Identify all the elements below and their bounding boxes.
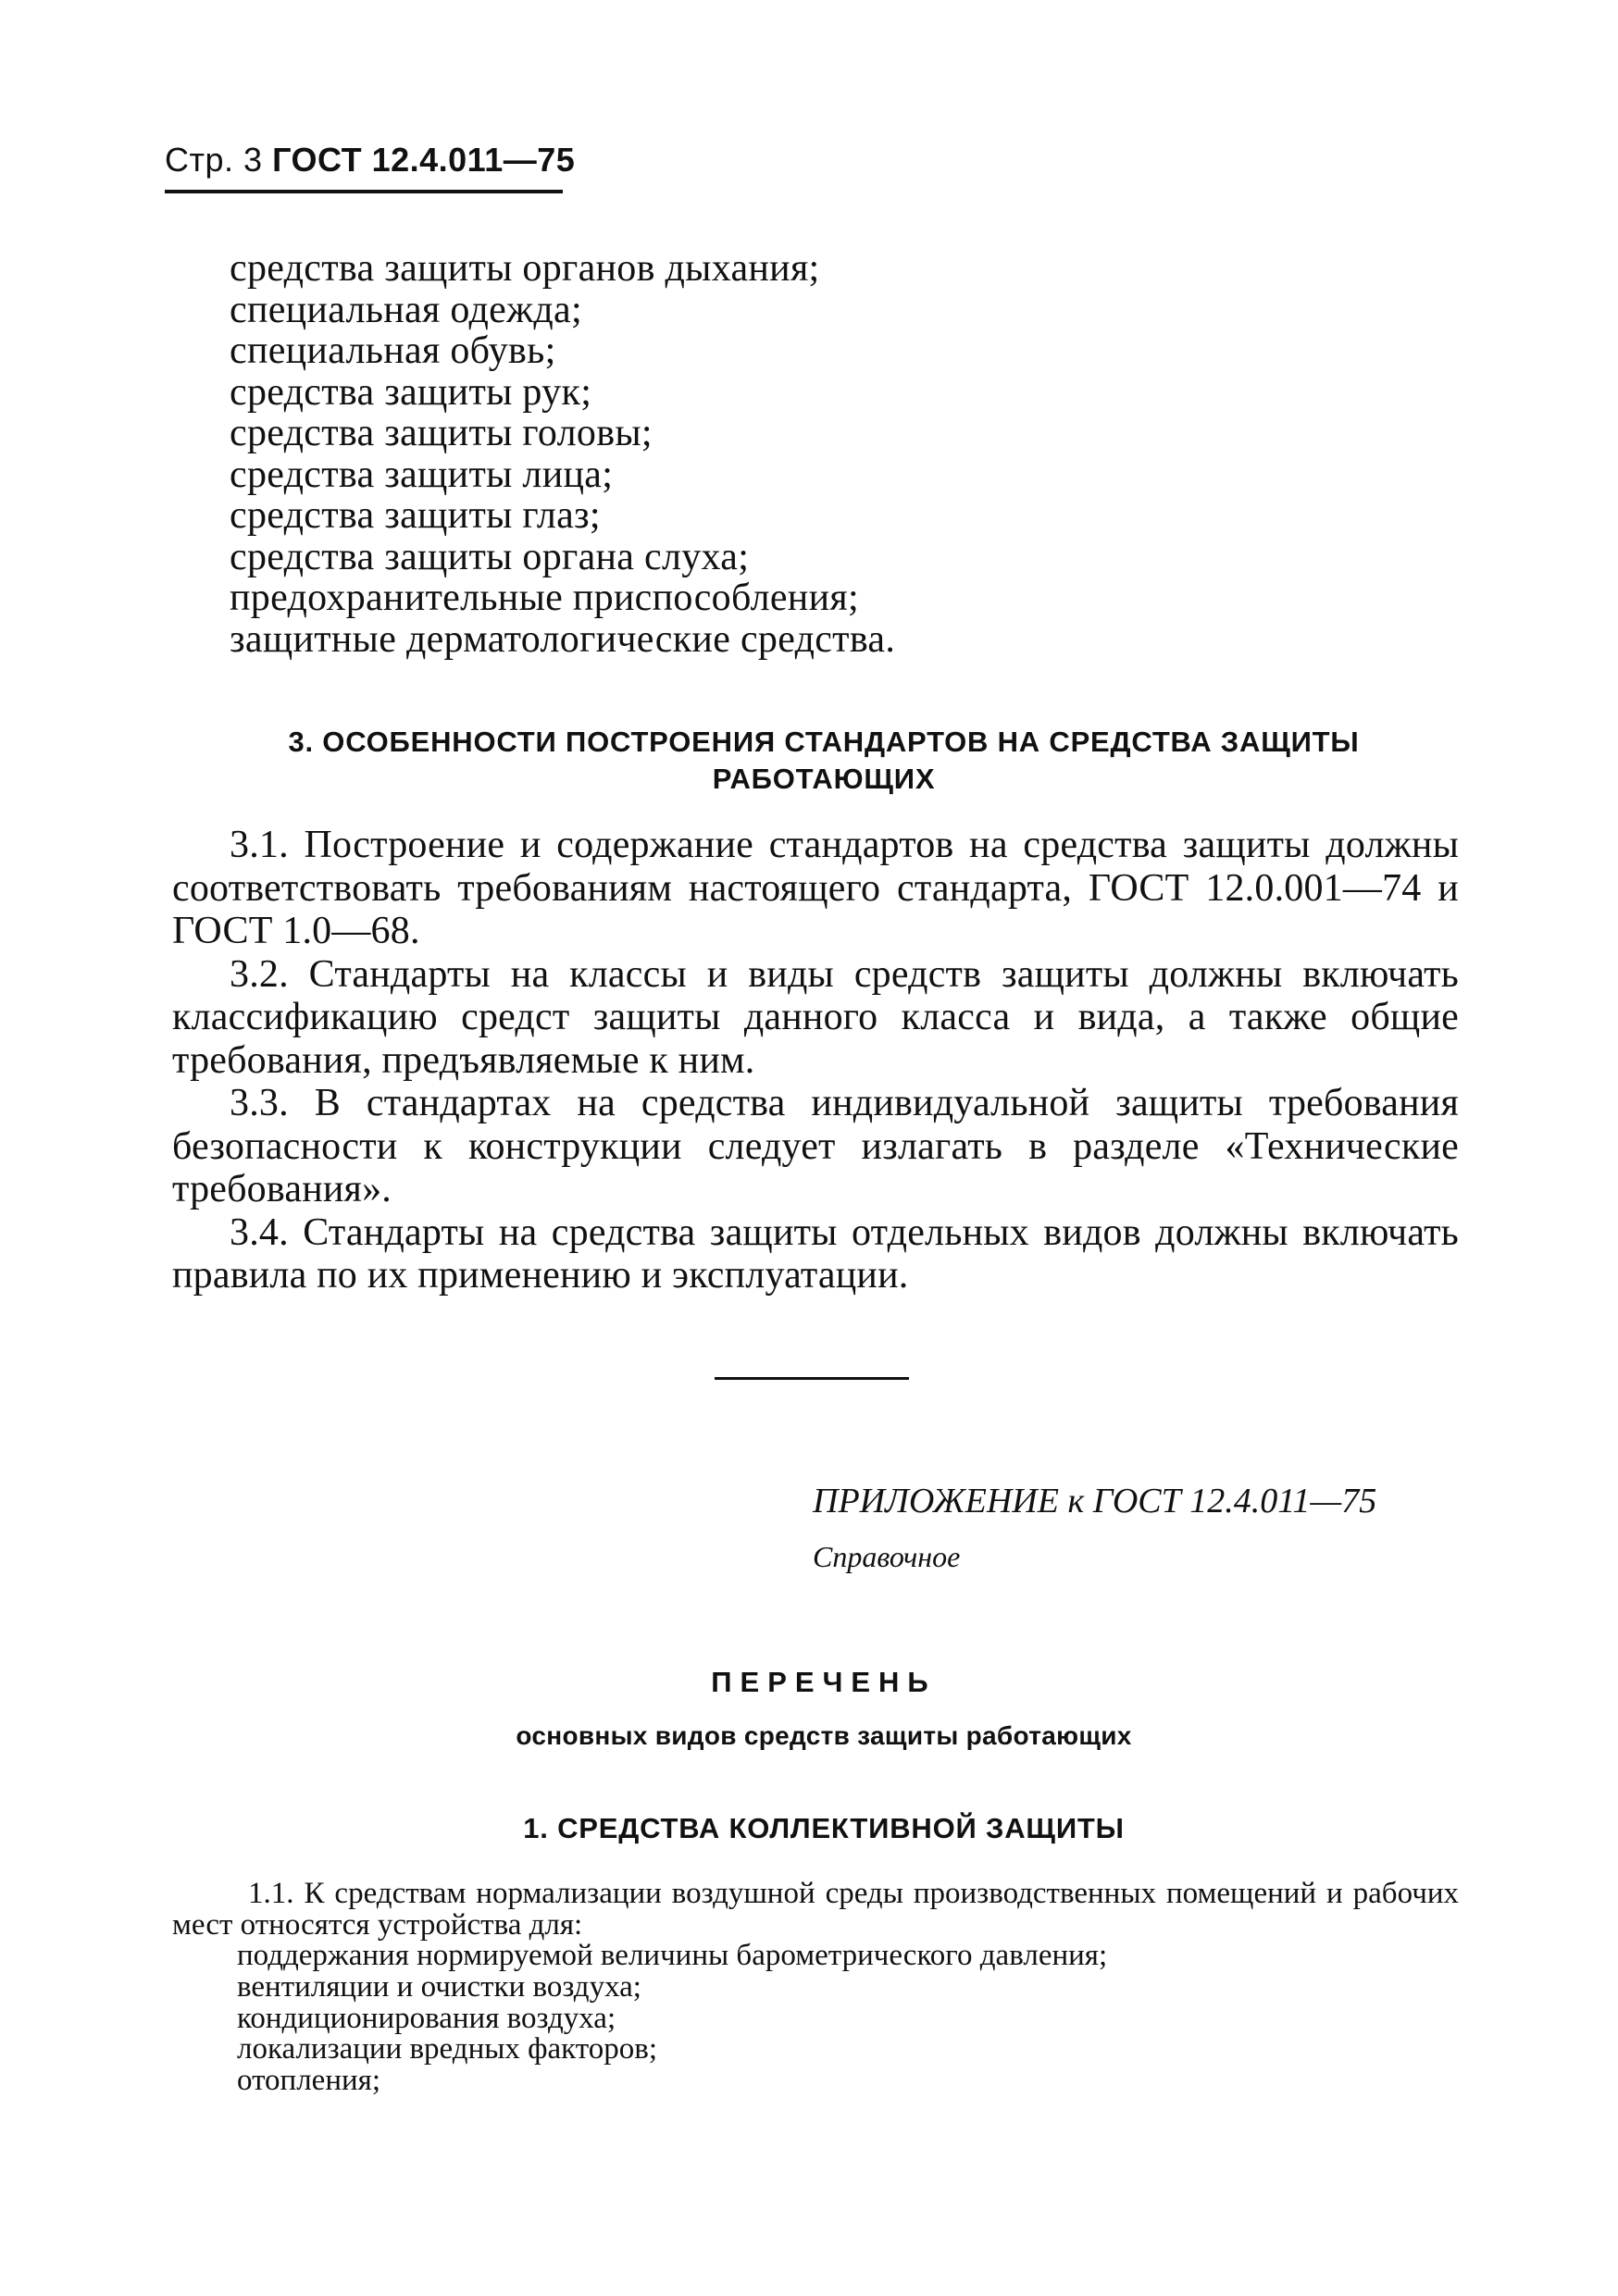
page-number-label: Стр. 3 [165,141,263,179]
list-item: средства защиты рук; [230,370,592,414]
list-item: защитные дерматологические средства. [230,617,896,661]
section-1-heading-text: 1. СРЕДСТВА КОЛЛЕКТИВНОЙ ЗАЩИТЫ [523,1812,1125,1844]
list-item: локализации вредных факторов; [237,2032,658,2066]
clause-3-4: 3.4. Стандарты на средства защиты отдельных видов должны включать правила по их применению и эксплуатации. [172,1210,1459,1297]
list-item: специальная обувь; [230,329,556,372]
clause-1-1-block [172,1879,1459,1941]
section-3-heading-line-2: РАБОТАЮЩИХ [712,763,936,795]
standard-number: ГОСТ 12.4.011—75 [272,141,576,179]
list-item: специальная одежда; [230,288,582,331]
page-header [165,141,576,180]
list-item: отопления; [237,2064,380,2098]
header-underline [165,190,563,193]
list-item: кондиционирования воздуха; [237,2001,616,2035]
list-item: средства защиты органов дыхания; [230,247,820,290]
section-3-heading [185,724,1462,798]
clause-1-1: 1.1. К средствам нормализации воздушной среды производственных помещений и рабочих мест относятся устройства для: [172,1877,1459,1942]
section-1-heading [185,1810,1462,1847]
section-3-clauses [172,824,1459,1297]
list-item: предохранительные приспособления; [230,577,859,619]
clause-3-3: 3.3. В стандартах на средства индивидуальной защиты требования безопасности к конструкции следует излагать в разделе «Технические требования». [172,1082,1459,1210]
protection-means-list [230,248,895,660]
list-item: средства защиты головы; [230,412,653,454]
list-item: средства защиты органа слуха; [230,535,750,578]
appendix-title: ПРИЛОЖЕНИЕ к ГОСТ 12.4.011—75 [813,1482,1377,1520]
clause-3-2: 3.2. Стандарты на классы и виды средств защиты должны включать классификацию средст защиты данного класса и вида, а также общие требования, предъявляемые к ним. [172,952,1459,1082]
list-item: средства защиты глаз; [230,494,601,537]
section-divider [715,1377,909,1380]
appendix-note: Справочное [813,1540,961,1573]
list-item: поддержания нормируемой величины барометрического давления; [237,1939,1108,1972]
list-item: вентиляции и очистки воздуха; [237,1969,641,2004]
list-item: средства защиты лица; [230,453,614,496]
list-subtitle: основных видов средств защиты работающих [516,1721,1132,1750]
air-normalization-list [237,1941,1107,2097]
section-3-heading-line-1: 3. ОСОБЕННОСТИ ПОСТРОЕНИЯ СТАНДАРТОВ НА СРЕДСТВА ЗАЩИТЫ [288,726,1360,758]
clause-3-1: 3.1. Построение и содержание стандартов на средства защиты должны соответствовать требованиям настоящего стандарта, ГОСТ 12.0.001—74 и ГОСТ 1.0—68. [172,824,1459,952]
list-title: ПЕРЕЧЕНЬ [711,1666,937,1698]
